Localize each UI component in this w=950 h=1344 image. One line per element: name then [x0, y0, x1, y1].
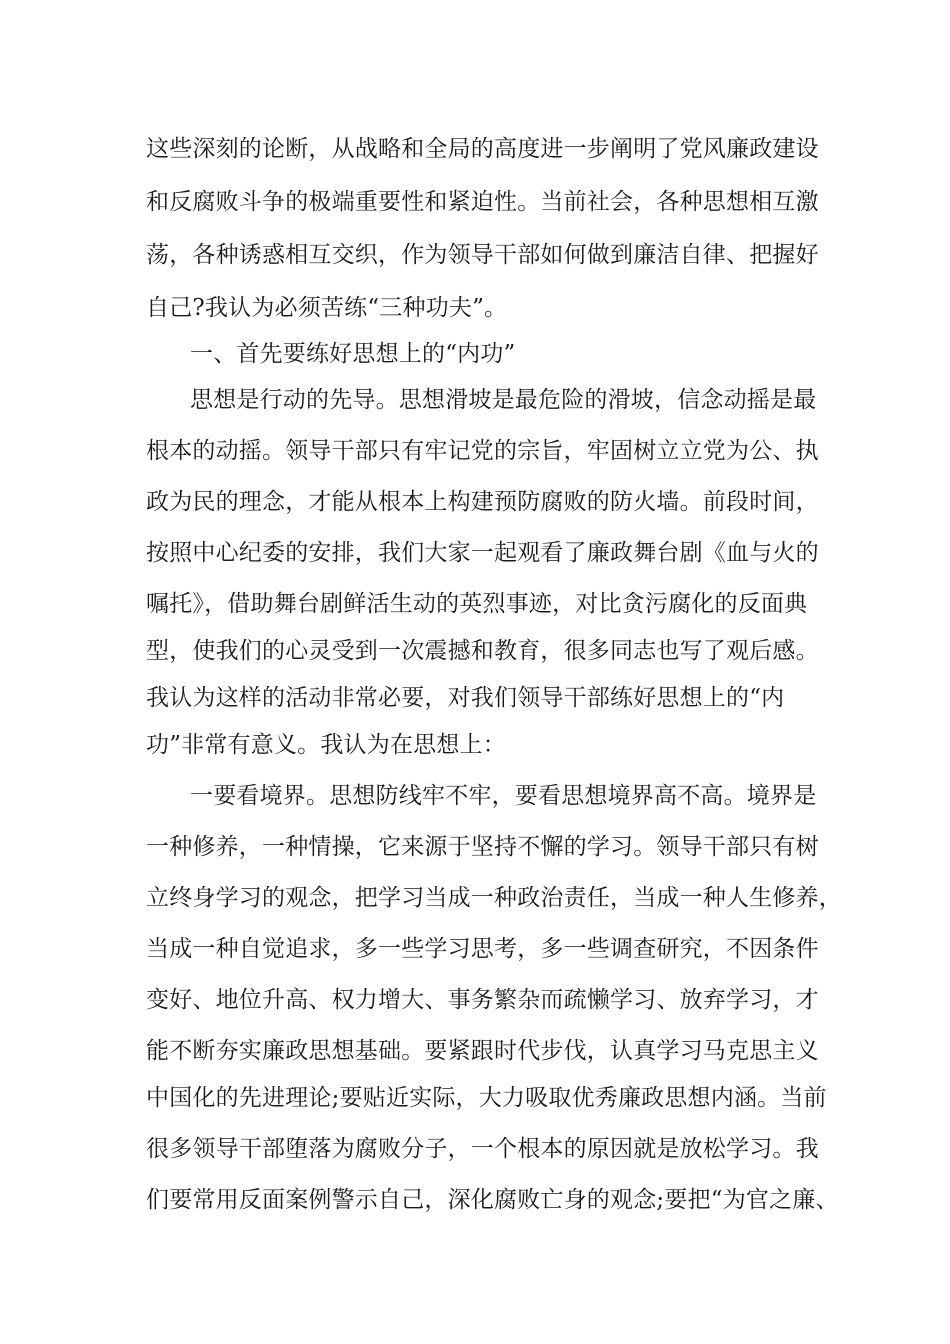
text-line: 变好、地位升高、权力增大、事务繁杂而疏懒学习、放弃学习，才 [146, 987, 819, 1013]
text-line: 很多领导干部堕落为腐败分子，一个根本的原因就是放松学习。我 [146, 1136, 819, 1162]
text-line: 根本的动摇。领导干部只有牢记党的宗旨，牢固树立立党为公、执 [146, 438, 819, 464]
text-line: 思想是行动的先导。思想滑坡是最危险的滑坡，信念动摇是最 [190, 387, 817, 413]
text-line: 这些深刻的论断，从战略和全局的高度进一步阐明了党风廉政建设 [146, 136, 819, 162]
text-line: 能不断夯实廉政思想基础。要紧跟时代步伐，认真学习马克思主义 [146, 1038, 819, 1064]
text-line: 一种修养，一种情操，它来源于坚持不懈的学习。领导干部只有树 [146, 834, 819, 860]
section-heading: 一、首先要练好思想上的“内功” [190, 341, 516, 367]
text-line: 按照中心纪委的安排，我们大家一起观看了廉政舞台剧《血与火的 [146, 540, 819, 566]
text-line: 当成一种自觉追求，多一些学习思考，多一些调查研究，不因条件 [146, 936, 819, 962]
text-line: 中国化的先进理论;要贴近实际，大力吸取优秀廉政思想内涵。当前 [146, 1085, 827, 1111]
text-line: 功”非常有意义。我认为在思想上： [146, 732, 506, 758]
text-line: 一要看境界。思想防线牢不牢，要看思想境界高不高。境界是 [190, 783, 817, 809]
text-line: 们要常用反面案例警示自己，深化腐败亡身的观念;要把“为官之廉、 [146, 1187, 839, 1213]
text-line: 立终身学习的观念，把学习当成一种政治责任，当成一种人生修养， [146, 885, 842, 911]
text-line: 我认为这样的活动非常必要，对我们领导干部练好思想上的“内 [146, 685, 785, 711]
text-line: 和反腐败斗争的极端重要性和紧迫性。当前社会，各种思想相互激 [146, 189, 819, 215]
text-line: 荡，各种诱惑相互交织，作为领导干部如何做到廉洁自律、把握好 [146, 242, 819, 268]
text-line: 政为民的理念，才能从根本上构建预防腐败的防火墙。前段时间， [146, 489, 819, 515]
text-line: 型，使我们的心灵受到一次震撼和教育，很多同志也写了观后感。 [146, 638, 819, 664]
text-line: 嘱托》，借助舞台剧鲜活生动的英烈事迹，对比贪污腐化的反面典 [146, 591, 808, 617]
text-line: 自己?我认为必须苦练“三种功夫”。 [146, 295, 508, 321]
